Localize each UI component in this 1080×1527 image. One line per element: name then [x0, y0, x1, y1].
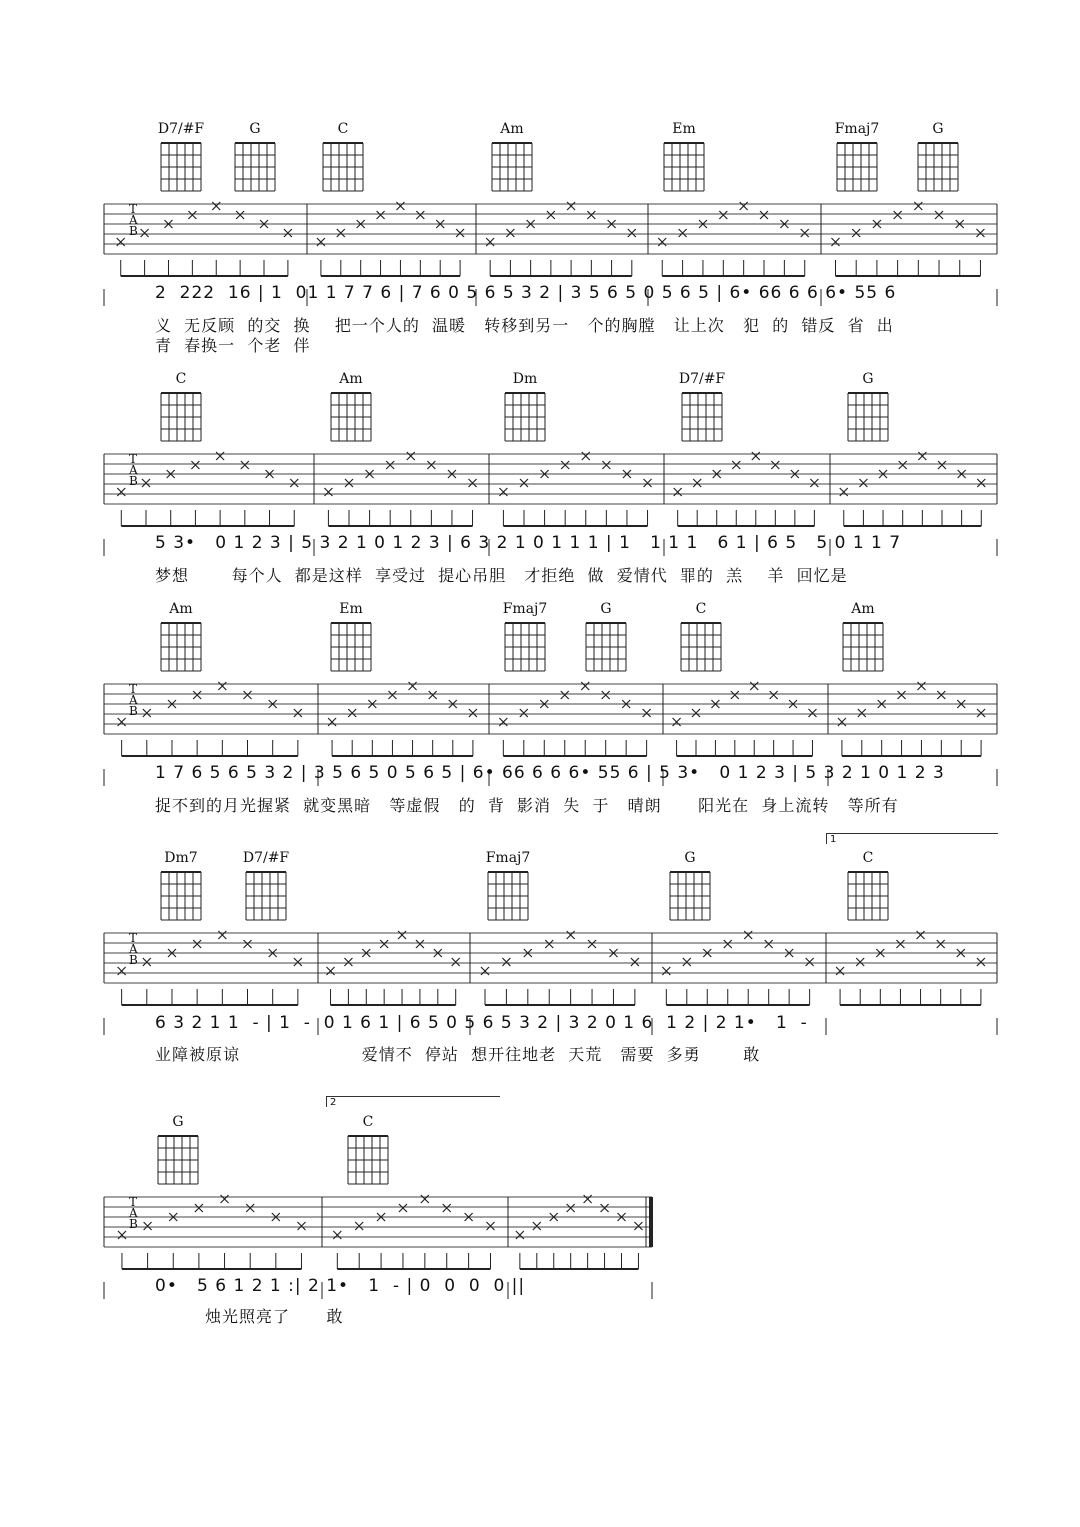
system-1 — [0, 115, 1080, 360]
chord-name: C — [175, 371, 187, 387]
lyrics-line-1: 业障被原谅 爱情不 停站 想开往地老 天荒 需要 多勇 敢 — [155, 1045, 761, 1064]
chord-name: G — [249, 121, 261, 137]
chord-name: Am — [169, 601, 193, 617]
numbered-notation: 2 222 16 | 1 01 1 7 7 6 | 7 6 0 5 6 5 3 2 | 3 5 6 5 0 5 6 5 | 6• 66 6 6 6• 55 6 — [155, 283, 897, 303]
volta-bracket-2: 2 — [326, 1096, 500, 1107]
chord-name: C — [862, 850, 874, 866]
chord-name: Am — [500, 121, 524, 137]
chord-name: C — [362, 1114, 374, 1130]
chord-name: C — [695, 601, 707, 617]
chord-name: Dm7 — [164, 850, 198, 866]
volta-bracket-1: 1 — [826, 833, 998, 844]
chord-name: G — [172, 1114, 184, 1130]
chord-name: G — [862, 371, 874, 387]
system-4 — [0, 830, 1080, 1070]
chord-grids-and-staff — [0, 830, 1080, 1070]
lyrics-line-1: 梦想 每个人 都是这样 享受过 提心吊胆 才拒绝 做 爱情代 罪的 羔 羊 回忆是 — [155, 566, 848, 585]
system-2 — [0, 365, 1080, 595]
tab-clef: T A B — [129, 452, 138, 488]
tab-clef: T A B — [129, 931, 138, 967]
system-5 — [0, 1090, 1080, 1330]
lyrics-line-2: 青 春换一 个老 伴 — [155, 336, 311, 355]
chord-name: Am — [339, 371, 363, 387]
chord-name: C — [337, 121, 349, 137]
chord-name: D7/#F — [242, 850, 290, 866]
chord-name: G — [684, 850, 696, 866]
chord-name: Em — [672, 121, 696, 137]
chord-name: D7/#F — [678, 371, 726, 387]
chord-name: Am — [851, 601, 875, 617]
numbered-notation: 0• 5 6 1 2 1 :| 2 1• 1 - | 0 0 0 0 || — [155, 1276, 526, 1296]
chord-name: Fmaj7 — [834, 121, 880, 137]
chord-name: Fmaj7 — [485, 850, 531, 866]
chord-name: Fmaj7 — [502, 601, 548, 617]
lyrics-line-1: 义 无反顾 的交 换 把一个人的 温暖 转移到另一 个的胸膛 让上次 犯 的 错反 省 出 — [155, 316, 894, 335]
chord-name: Em — [339, 601, 363, 617]
tab-clef: T A B — [129, 202, 138, 238]
tab-clef: T A B — [129, 1195, 138, 1231]
system-3 — [0, 595, 1080, 825]
chord-grids-and-staff — [0, 595, 1080, 825]
chord-name: G — [932, 121, 944, 137]
chord-name: G — [600, 601, 612, 617]
tab-clef: T A B — [129, 682, 138, 718]
chord-name: Dm — [512, 371, 538, 387]
numbered-notation: 5 3• 0 1 2 3 | 5 3 2 1 0 1 2 3 | 6 3 2 1 0 1 1 1 | 1 1 1 1 6 1 | 6 5 5 0 1 1 7 — [155, 533, 902, 553]
lyrics-line-1: 捉不到的月光握紧 就变黑暗 等虚假 的 背 影消 失 于 晴朗 阳光在 身上流转 等所有 — [155, 796, 899, 815]
chord-grids-and-staff — [0, 365, 1080, 595]
lyrics-line-1: 烛光照亮了 敢 — [205, 1307, 344, 1326]
numbered-notation: 6 3 2 1 1 - | 1 - 0 1 6 1 | 6 5 0 5 6 5 3 2 | 3 2 0 1 6 1 2 | 2 1• 1 - — [155, 1013, 808, 1033]
chord-name: D7/#F — [157, 121, 205, 137]
numbered-notation: 1 7 6 5 6 5 3 2 | 3 5 6 5 0 5 6 5 | 6• 66 6 6 6• 55 6 | 5 3• 0 1 2 3 | 5 3 2 1 0 1 2 3 — [155, 763, 945, 783]
